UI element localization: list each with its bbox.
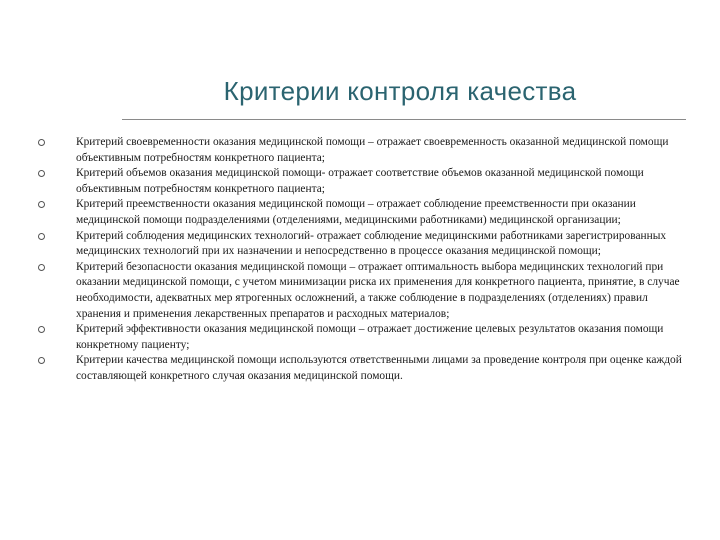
list-item	[0, 353, 720, 384]
list-item	[0, 260, 720, 322]
criteria-text: Критерий соблюдения медицинских технологий- отражает соблюдение медицинскими работниками зарегистрированных медицинских технологий при их назначении и непосредственно в процессе оказания медицинской помощи;	[76, 229, 667, 258]
bullet-circle-icon	[38, 170, 45, 177]
criteria-list	[0, 135, 720, 385]
criteria-text: Критерий объемов оказания медицинской помощи- отражает соответствие объемов оказанной медицинской помощи объективным потребностям конкретного пациента;	[76, 167, 644, 195]
criteria-text: Критерии качества медицинской помощи используются ответственными лицами за проведение контроля при оценке каждой составляющей конкретного случая оказания медицинской помощи.	[76, 354, 682, 382]
list-item	[0, 166, 720, 197]
slide-title: Критерии контроля качества	[223, 76, 577, 106]
list-item	[0, 197, 720, 228]
bullet-circle-icon	[38, 264, 45, 271]
bullet-circle-icon	[38, 201, 45, 208]
list-item	[0, 229, 720, 260]
list-item	[0, 135, 720, 166]
title-divider	[122, 119, 686, 120]
list-item	[0, 322, 720, 353]
bullet-circle-icon	[38, 326, 45, 333]
bullet-circle-icon	[38, 233, 45, 240]
bullet-circle-icon	[38, 357, 45, 364]
bullet-circle-icon	[38, 139, 45, 146]
criteria-text: Критерий безопасности оказания медицинской помощи – отражает оптимальность выбора медицинских технологий при оказании медицинской помощи, с учетом минимизации риска их применения для конкретного пациента, принятие, в случае необходимости, адекватных мер ятрогенных осложнений, а также соблюдение в подразделениях (отделениях) правил хранения и применения лекарственных препаратов и расходных материалов;	[76, 260, 680, 320]
criteria-text: Критерий своевременности оказания медицинской помощи – отражает своевременность оказанной медицинской помощи объективным потребностям конкретного пациента;	[76, 136, 669, 164]
criteria-text: Критерий эффективности оказания медицинской помощи – отражает достижение целевых результатов оказания помощи конкретному пациенту;	[76, 323, 664, 351]
criteria-text: Критерий преемственности оказания медицинской помощи – отражает соблюдение преемственности при оказании медицинской помощи подразделениями (отделениями, медицинскими работниками) медицинской организации;	[76, 198, 636, 226]
